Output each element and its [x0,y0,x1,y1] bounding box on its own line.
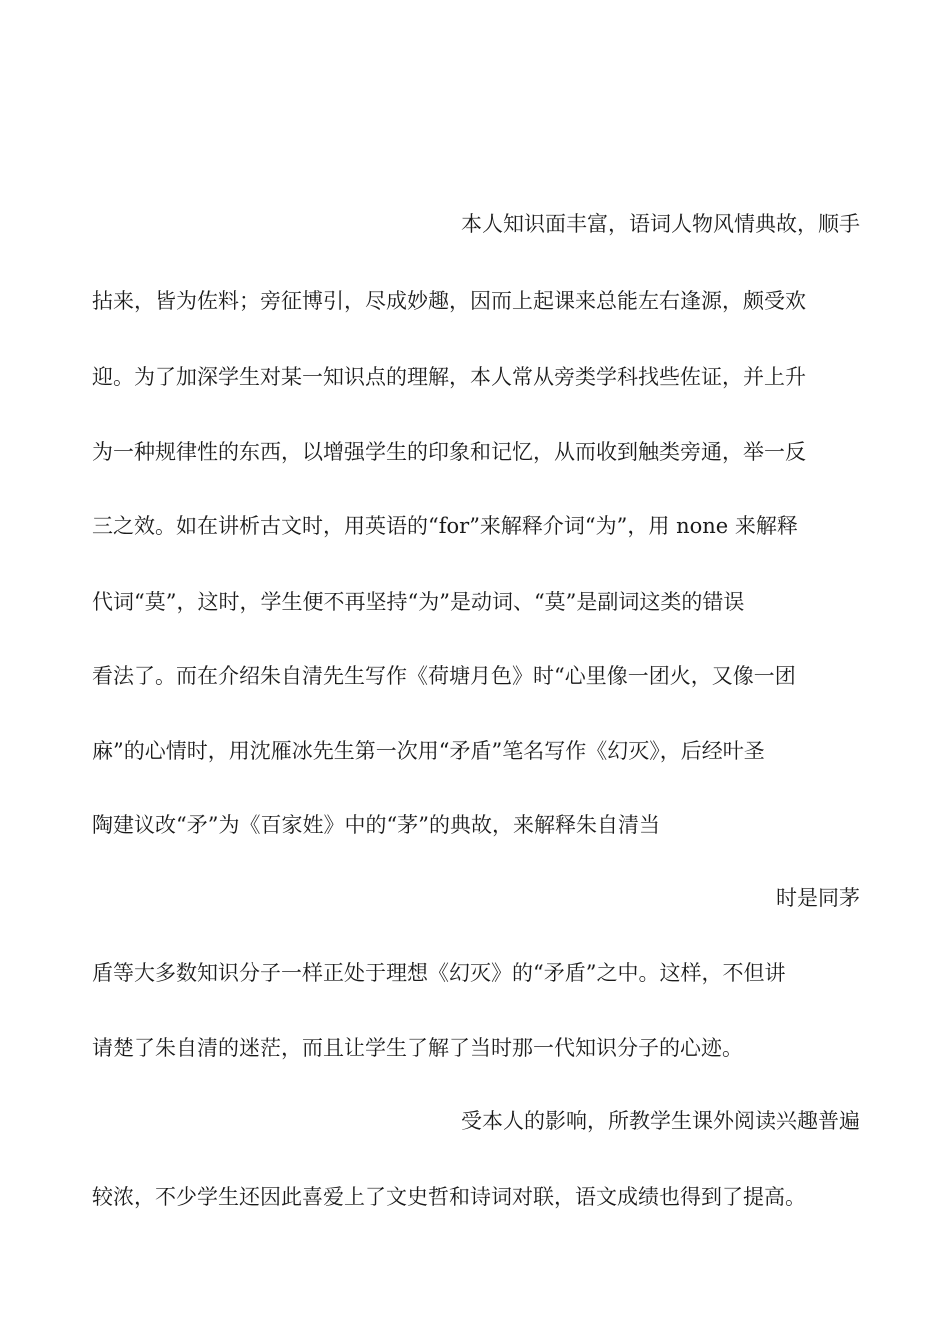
text-line-7: 看法了。而在介绍朱自清先生写作《荷塘月色》时“心里像一团火，又像一团 [92,664,796,688]
text-line-13: 受本人的影响，所教学生课外阅读兴趣普遍 [461,1109,860,1133]
text-line-9: 陶建议改“矛”为《百家姓》中的“茅”的典故，来解释朱自清当 [92,813,660,837]
text-line-12: 请楚了朱自清的迷茫，而且让学生了解了当时那一代知识分子的心迹。 [92,1036,743,1060]
text-line-3: 迎。为了加深学生对某一知识点的理解，本人常从旁类学科找些佐证，并上升 [92,365,806,389]
text-line-10: 时是同茅 [776,886,860,910]
text-line-11: 盾等大多数知识分子一样正处于理想《幻灭》的“矛盾”之中。这样，不但讲 [92,961,786,985]
text-line-5: 三之效。如在讲析古文时，用英语的“for”来解释介词“为”，用 none 来解释 [92,514,798,538]
text-line-6: 代词“莫”，这时，学生便不再坚持“为”是动词、“莫”是副词这类的错误 [92,590,745,614]
text-line-8: 麻”的心情时，用沈雁冰先生第一次用“矛盾”笔名写作《幻灭》，后经叶圣 [92,739,765,763]
text-line-14: 较浓，不少学生还因此喜爱上了文史哲和诗词对联，语文成绩也得到了提高。 [92,1185,806,1209]
text-line-1: 本人知识面丰富，语词人物风情典故，顺手 [461,212,860,236]
text-line-4: 为一种规律性的东西，以增强学生的印象和记忆，从而收到触类旁通，举一反 [92,440,806,464]
text-line-2: 拈来，皆为佐料；旁征博引，尽成妙趣，因而上起课来总能左右逢源，颇受欢 [92,289,806,313]
